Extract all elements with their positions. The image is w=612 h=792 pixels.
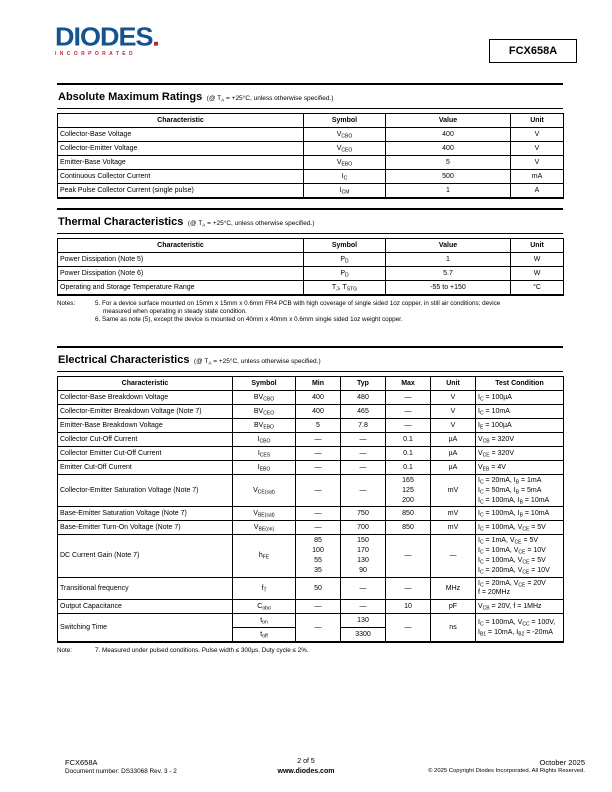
- cell-unit: °C: [511, 281, 564, 296]
- col-characteristic: Characteristic: [58, 377, 233, 391]
- section-title: Thermal Characteristics: [58, 216, 184, 228]
- cell-unit: V: [511, 156, 564, 170]
- cell-typ: —: [341, 433, 386, 447]
- cell-max: —: [386, 419, 431, 433]
- footer-page-number: 2 of 5: [297, 758, 315, 765]
- table-header-row: [58, 114, 564, 128]
- table-row: [58, 253, 564, 267]
- cell-value: 400: [386, 142, 511, 156]
- cell-test-condition: $V_{CB} = 20V$, f = 1MHz: [476, 600, 564, 614]
- cell-characteristic: Emitter-Base Voltage: [58, 156, 304, 170]
- cell-unit: pF: [431, 600, 476, 614]
- cell-test-condition: $I_E = 100\mu A$: [476, 419, 564, 433]
- note-label: Note:: [57, 647, 73, 655]
- cell-characteristic: Collector-Base Breakdown Voltage: [58, 391, 233, 405]
- section-title: Absolute Maximum Ratings: [58, 91, 203, 103]
- cell-characteristic: Base-Emitter Saturation Voltage (Note 7): [58, 507, 233, 521]
- cell-test-condition: $I_C = 20mA$, $I_B = 1mA$ $I_C = 50mA$, $I_B = 5mA$ $I_C = 100mA$, $I_B = 10mA$: [476, 475, 564, 507]
- col-symbol: Symbol: [304, 239, 386, 253]
- table-row: [58, 405, 564, 419]
- cell-unit: ns: [431, 614, 476, 643]
- cell-symbol: $BV_{EBO}$: [233, 419, 296, 433]
- cell-symbol: $h_{FE}$: [233, 535, 296, 577]
- notes-label: Notes:: [57, 300, 76, 307]
- cell-characteristic: Base-Emitter Turn-On Voltage (Note 7): [58, 521, 233, 535]
- cell-unit: mV: [431, 507, 476, 521]
- cell-min: 400: [296, 391, 341, 405]
- cell-characteristic: Collector-Emitter Saturation Voltage (Note 7): [58, 475, 233, 507]
- cell-value: 400: [386, 128, 511, 142]
- cell-unit: V: [431, 391, 476, 405]
- cell-typ: 7.8: [341, 419, 386, 433]
- cell-unit: W: [511, 267, 564, 281]
- cell-test-condition: $I_C = 100mA$, $V_{CC} = 100V$, $I_{B1} = 10mA$, $I_{B2} = -20mA$: [476, 614, 564, 643]
- cell-typ: 480: [341, 391, 386, 405]
- col-symbol: Symbol: [233, 377, 296, 391]
- cell-characteristic: Transitional frequency: [58, 577, 233, 600]
- col-typ: Typ: [341, 377, 386, 391]
- electrical-table: [57, 376, 564, 643]
- cell-max: —: [386, 405, 431, 419]
- cell-min: —: [296, 461, 341, 475]
- cell-characteristic: Power Dissipation (Note 6): [58, 267, 304, 281]
- table-row: [58, 521, 564, 535]
- cell-typ: 150 170 130 90: [341, 535, 386, 577]
- cell-characteristic: Collector-Emitter Voltage: [58, 142, 304, 156]
- thermal-table: [57, 238, 564, 296]
- part-number-box: FCX658A: [489, 39, 577, 63]
- cell-max: 165 125 200: [386, 475, 431, 507]
- cell-min: 85 100 55 35: [296, 535, 341, 577]
- cell-typ-ton: 130: [341, 614, 386, 628]
- cell-typ: 700: [341, 521, 386, 535]
- table-row: [58, 281, 564, 296]
- col-unit: Unit: [431, 377, 476, 391]
- cell-symbol: $T_J$, $T_{STG}$: [304, 281, 386, 296]
- footer-website-link[interactable]: www.diodes.com: [277, 767, 335, 775]
- table-row: [58, 184, 564, 199]
- cell-characteristic: Collector-Emitter Breakdown Voltage (Note 7): [58, 405, 233, 419]
- cell-symbol: $C_{obo}$: [233, 600, 296, 614]
- cell-symbol: $V_{EBO}$: [304, 156, 386, 170]
- cell-symbol: $BV_{CBO}$: [233, 391, 296, 405]
- cell-unit: µA: [431, 447, 476, 461]
- table-row: [58, 391, 564, 405]
- table-row: [58, 128, 564, 142]
- table-row: [58, 507, 564, 521]
- electrical-note: [57, 647, 563, 655]
- cell-value: -55 to +150: [386, 281, 511, 296]
- cell-value: 5: [386, 156, 511, 170]
- cell-symbol: $V_{BE(on)}$: [233, 521, 296, 535]
- cell-max: 0.1: [386, 433, 431, 447]
- footer-date: October 2025: [539, 758, 585, 767]
- col-value: Value: [386, 114, 511, 128]
- cell-characteristic: Output Capacitance: [58, 600, 233, 614]
- cell-test-condition: $V_{EB} = 4V$: [476, 461, 564, 475]
- table-header-row: [58, 239, 564, 253]
- cell-characteristic: DC Current Gain (Note 7): [58, 535, 233, 577]
- thermal-notes: [57, 300, 563, 325]
- section-absolute-maximum-ratings: [57, 83, 563, 199]
- section-electrical-characteristics: [57, 346, 563, 655]
- cell-symbol: $I_{EBO}$: [233, 461, 296, 475]
- cell-symbol: $V_{CBO}$: [304, 128, 386, 142]
- col-unit: Unit: [511, 239, 564, 253]
- cell-symbol: $V_{BE(sat)}$: [233, 507, 296, 521]
- cell-unit: mV: [431, 475, 476, 507]
- footer-doc-number: Document number: DS33068 Rev. 3 - 2: [65, 768, 177, 775]
- section-condition: (@ $T_A = +25^\circ C$, unless otherwise specified.): [193, 358, 321, 366]
- diodes-logo-incorporated: INCORPORATED: [55, 51, 136, 57]
- cell-min: —: [296, 600, 341, 614]
- cell-characteristic: Peak Pulse Collector Current (single pulse): [58, 184, 304, 199]
- col-test-condition: Test Condition: [476, 377, 564, 391]
- cell-symbol: $I_{CM}$: [304, 184, 386, 199]
- cell-typ: —: [341, 475, 386, 507]
- cell-min: —: [296, 614, 341, 643]
- cell-typ: 750: [341, 507, 386, 521]
- col-min: Min: [296, 377, 341, 391]
- note-5-line2: measured when operating in steady state condition.: [103, 308, 247, 316]
- cell-max: —: [386, 614, 431, 643]
- col-characteristic: Characteristic: [58, 239, 304, 253]
- cell-characteristic: Operating and Storage Temperature Range: [58, 281, 304, 296]
- col-symbol: Symbol: [304, 114, 386, 128]
- table-row-vce-sat: [58, 475, 564, 507]
- section-condition: (@ $T_A = +25^\circ C$, unless otherwise specified.): [206, 95, 334, 103]
- cell-unit: W: [511, 253, 564, 267]
- cell-unit: mA: [511, 170, 564, 184]
- cell-unit: MHz: [431, 577, 476, 600]
- cell-min: 50: [296, 577, 341, 600]
- cell-characteristic: Emitter Cut-Off Current: [58, 461, 233, 475]
- cell-symbol: $V_{CE(sat)}$: [233, 475, 296, 507]
- table-row: [58, 419, 564, 433]
- cell-symbol: $V_{CEO}$: [304, 142, 386, 156]
- cell-value: 1: [386, 253, 511, 267]
- cell-min: —: [296, 433, 341, 447]
- cell-symbol: $I_{CES}$: [233, 447, 296, 461]
- cell-characteristic: Collector Cut-Off Current: [58, 433, 233, 447]
- table-row: [58, 142, 564, 156]
- cell-characteristic: Emitter-Base Breakdown Voltage: [58, 419, 233, 433]
- cell-min: —: [296, 521, 341, 535]
- cell-unit: µA: [431, 461, 476, 475]
- cell-min: —: [296, 447, 341, 461]
- col-characteristic: Characteristic: [58, 114, 304, 128]
- table-row-hfe: [58, 535, 564, 577]
- table-row: [58, 461, 564, 475]
- cell-value: 5.7: [386, 267, 511, 281]
- cell-unit: V: [511, 142, 564, 156]
- cell-symbol: $P_D$: [304, 267, 386, 281]
- cell-typ-toff: 3300: [341, 628, 386, 643]
- table-row: [58, 170, 564, 184]
- cell-max: 850: [386, 507, 431, 521]
- cell-test-condition: $I_C = 10mA$: [476, 405, 564, 419]
- cell-test-condition: $I_C = 100mA$, $I_B = 10mA$: [476, 507, 564, 521]
- table-header-row: [58, 377, 564, 391]
- cell-test-condition: $I_C = 100mA$, $V_{CE} = 5V$: [476, 521, 564, 535]
- cell-symbol-ton: $t_{on}$: [233, 614, 296, 628]
- table-row: [58, 600, 564, 614]
- col-max: Max: [386, 377, 431, 391]
- section-header: [57, 346, 563, 372]
- cell-unit: µA: [431, 433, 476, 447]
- cell-characteristic: Continuous Collector Current: [58, 170, 304, 184]
- cell-symbol: $f_T$: [233, 577, 296, 600]
- col-unit: Unit: [511, 114, 564, 128]
- section-condition: (@ $T_A = +25^\circ C$, unless otherwise specified.): [187, 220, 315, 228]
- section-title: Electrical Characteristics: [58, 354, 190, 366]
- cell-characteristic: Switching Time: [58, 614, 233, 643]
- cell-min: 5: [296, 419, 341, 433]
- cell-unit: V: [431, 419, 476, 433]
- cell-max: —: [386, 391, 431, 405]
- cell-symbol: $BV_{CEO}$: [233, 405, 296, 419]
- cell-characteristic: Collector-Base Voltage: [58, 128, 304, 142]
- footer-part-number: FCX658A: [65, 758, 98, 767]
- cell-symbol: $P_D$: [304, 253, 386, 267]
- cell-max: 0.1: [386, 461, 431, 475]
- table-row-switching-ton: [58, 614, 564, 628]
- cell-value: 1: [386, 184, 511, 199]
- cell-max: —: [386, 535, 431, 577]
- cell-max: 850: [386, 521, 431, 535]
- cell-unit: A: [511, 184, 564, 199]
- cell-unit: mV: [431, 521, 476, 535]
- footer-right: [428, 758, 585, 776]
- section-header: [57, 83, 563, 109]
- cell-max: 10: [386, 600, 431, 614]
- cell-value: 500: [386, 170, 511, 184]
- cell-unit: V: [511, 128, 564, 142]
- cell-max: —: [386, 577, 431, 600]
- note-6: 6. Same as note (5), except the device is mounted on 40mm x 40mm x 0.6mm single sided 1oz weight copper.: [95, 316, 403, 324]
- footer-copyright: © 2025 Copyright Diodes Incorporated. All Rights Reserved.: [428, 768, 585, 774]
- cell-typ: —: [341, 447, 386, 461]
- cell-test-condition: $I_C = 20mA$, $V_{CE} = 20V$ f = 20MHz: [476, 577, 564, 600]
- diodes-logo-text: DIODES: [55, 26, 158, 50]
- table-row: [58, 156, 564, 170]
- abs-max-table: [57, 113, 564, 199]
- cell-typ: —: [341, 600, 386, 614]
- cell-symbol: $I_{CBO}$: [233, 433, 296, 447]
- cell-test-condition: $I_C = 100\mu A$: [476, 391, 564, 405]
- cell-typ: —: [341, 461, 386, 475]
- cell-characteristic: Collector Emitter Cut-Off Current: [58, 447, 233, 461]
- cell-max: 0.1: [386, 447, 431, 461]
- cell-test-condition: $I_C = 1mA$, $V_{CE} = 5V$ $I_C = 10mA$, $V_{CE} = 10V$ $I_C = 100mA$, $V_{CE} = 5V$ $I_C = 200mA$, $V_{CE} = 10V$: [476, 535, 564, 577]
- table-row: [58, 433, 564, 447]
- logo-trademark-dot: [154, 42, 158, 46]
- table-row: [58, 267, 564, 281]
- note-5-line1: 5. For a device surface mounted on 15mm x 15mm x 0.6mm FR4 PCB with high coverage of single sided 1oz copper, in still air conditions; device: [95, 300, 501, 307]
- cell-symbol: $I_C$: [304, 170, 386, 184]
- cell-characteristic: Power Dissipation (Note 5): [58, 253, 304, 267]
- cell-unit: —: [431, 535, 476, 577]
- cell-test-condition: $V_{CB} = 320V$: [476, 433, 564, 447]
- section-header: [57, 208, 563, 234]
- cell-test-condition: $V_{CE} = 320V$: [476, 447, 564, 461]
- cell-min: 400: [296, 405, 341, 419]
- cell-typ: 465: [341, 405, 386, 419]
- table-row: [58, 447, 564, 461]
- note-7: 7. Measured under pulsed conditions. Pulse width ≤ 300µs. Duty cycle ≤ 2%.: [95, 647, 309, 655]
- cell-typ: —: [341, 577, 386, 600]
- cell-min: —: [296, 475, 341, 507]
- col-value: Value: [386, 239, 511, 253]
- cell-min: —: [296, 507, 341, 521]
- diodes-logo: [55, 22, 158, 57]
- cell-unit: V: [431, 405, 476, 419]
- cell-symbol-toff: $t_{off}$: [233, 628, 296, 643]
- table-row-ft: [58, 577, 564, 600]
- section-thermal-characteristics: [57, 208, 563, 325]
